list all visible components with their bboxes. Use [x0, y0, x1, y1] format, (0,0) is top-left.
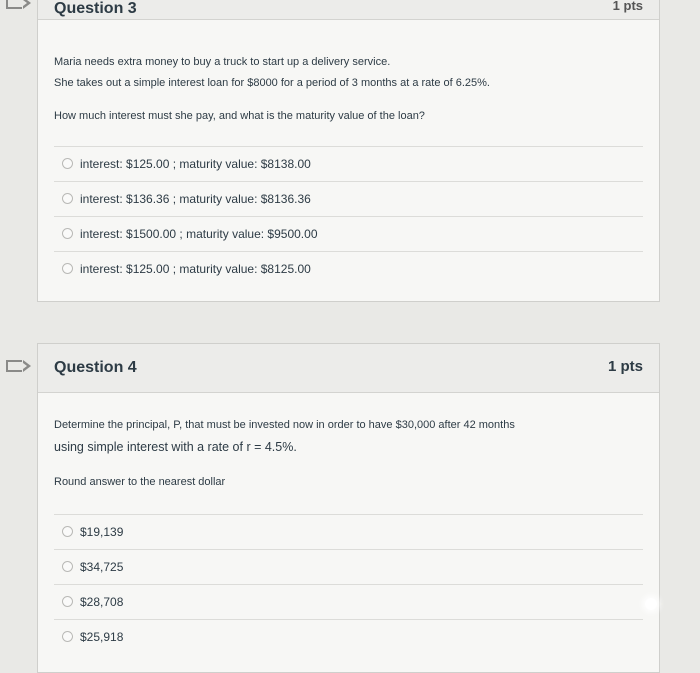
- question-title: Question 3: [54, 0, 137, 17]
- answer-label: interest: $1500.00 ; maturity value: $9500.00: [80, 227, 318, 241]
- answer-label: interest: $125.00 ; maturity value: $8125.00: [80, 262, 311, 276]
- question-4-card: [37, 343, 660, 673]
- radio-button[interactable]: [62, 596, 73, 607]
- answer-label: $28,708: [80, 595, 124, 609]
- answer-list: [54, 514, 643, 664]
- radio-button[interactable]: [62, 158, 73, 169]
- radio-button[interactable]: [62, 526, 73, 537]
- answer-option[interactable]: [54, 549, 643, 584]
- flag-question-3-icon[interactable]: [6, 0, 22, 9]
- screen-glare: [645, 598, 657, 610]
- question-prompt: How much interest must she pay, and what is the maturity value of the loan?: [54, 110, 425, 122]
- answer-option[interactable]: [54, 514, 643, 549]
- question-3-card: [37, 0, 660, 302]
- question-stem-line-1: Maria needs extra money to buy a truck to start up a delivery service.: [54, 56, 391, 68]
- answer-option[interactable]: [54, 181, 643, 216]
- answer-option[interactable]: [54, 584, 643, 619]
- question-instruction: Round answer to the nearest dollar: [54, 476, 226, 488]
- answer-label: $19,139: [80, 525, 124, 539]
- answer-label: $34,725: [80, 560, 124, 574]
- answer-option[interactable]: [54, 251, 643, 286]
- question-title: Question 4: [54, 359, 137, 376]
- answer-label: interest: $136.36 ; maturity value: $8136.36: [80, 192, 311, 206]
- question-stem-line-2: using simple interest with a rate of r = 4.5%.: [54, 440, 297, 454]
- radio-button[interactable]: [62, 263, 73, 274]
- radio-button[interactable]: [62, 561, 73, 572]
- answer-label: interest: $125.00 ; maturity value: $8138.00: [80, 157, 311, 171]
- answer-list: [54, 146, 643, 286]
- question-4-header: [38, 344, 659, 393]
- question-stem-line-1: Determine the principal, P, that must be invested now in order to have $30,000 after 42 months: [54, 419, 515, 431]
- question-points: 1 pts: [607, 358, 643, 375]
- radio-button[interactable]: [62, 228, 73, 239]
- answer-option[interactable]: [54, 146, 643, 181]
- answer-label: $25,918: [80, 630, 124, 644]
- question-3-header: [38, 0, 659, 20]
- answer-option[interactable]: [54, 216, 643, 251]
- radio-button[interactable]: [62, 193, 73, 204]
- radio-button[interactable]: [62, 631, 73, 642]
- question-stem-line-2: She takes out a simple interest loan for $8000 for a period of 3 months at a rate of 6.25%.: [54, 77, 490, 89]
- answer-option[interactable]: [54, 619, 643, 654]
- flag-question-4-icon[interactable]: [6, 360, 22, 372]
- question-points: 1 pts: [612, 0, 643, 13]
